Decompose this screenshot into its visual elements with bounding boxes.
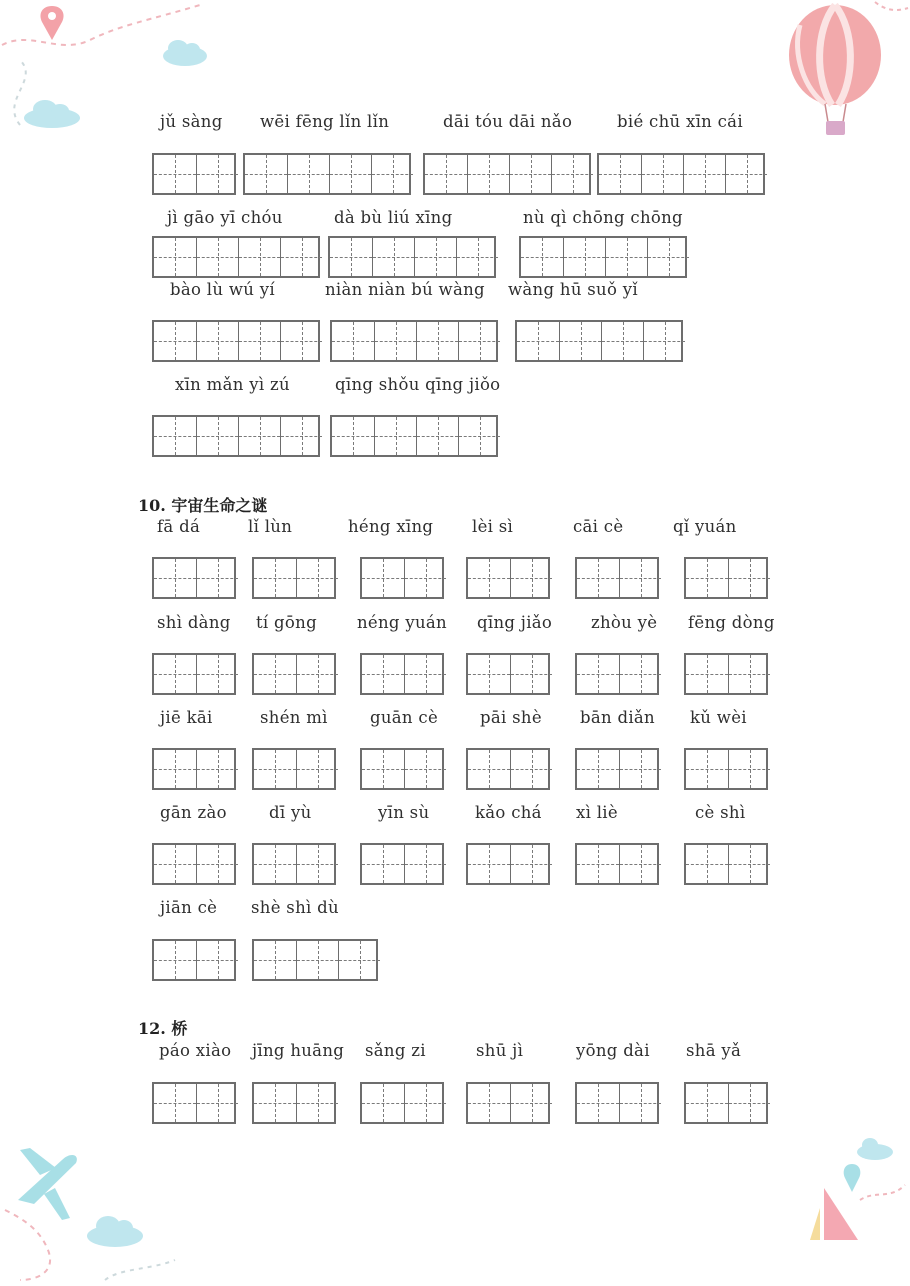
pinyin-label: xīn mǎn yì zú	[175, 375, 290, 394]
character-cell[interactable]	[154, 155, 196, 193]
writing-grid[interactable]	[360, 1082, 444, 1124]
character-cell[interactable]	[238, 322, 280, 360]
character-cell[interactable]	[510, 655, 552, 693]
sailboat-icon	[810, 1188, 858, 1240]
pinyin-label: fēng dòng	[688, 613, 775, 632]
cloud-icon	[857, 1138, 893, 1160]
character-cell[interactable]	[196, 845, 238, 883]
character-cell[interactable]	[332, 417, 374, 455]
character-cell[interactable]	[371, 155, 413, 193]
character-cell[interactable]	[404, 655, 446, 693]
character-cell[interactable]	[296, 1084, 338, 1122]
character-cell[interactable]	[196, 417, 238, 455]
writing-grid[interactable]	[466, 1082, 550, 1124]
character-cell[interactable]	[468, 845, 510, 883]
cloud-icon	[163, 40, 207, 66]
pinyin-label: cāi cè	[573, 517, 624, 536]
pinyin-label: lèi sì	[472, 517, 514, 536]
character-cell[interactable]	[728, 559, 770, 597]
character-cell[interactable]	[374, 322, 416, 360]
writing-grid[interactable]	[252, 653, 336, 695]
location-pin-icon	[40, 6, 63, 40]
character-cell[interactable]	[468, 559, 510, 597]
character-cell[interactable]	[577, 845, 619, 883]
writing-grid[interactable]	[243, 153, 411, 195]
character-cell[interactable]	[254, 941, 296, 979]
pinyin-label: shén mì	[260, 708, 328, 727]
pinyin-label: qǐ yuán	[673, 517, 737, 536]
pinyin-label: wàng hū suǒ yǐ	[508, 280, 638, 299]
character-cell[interactable]	[254, 750, 296, 788]
writing-grid[interactable]	[252, 843, 336, 885]
cloud-icon	[87, 1216, 143, 1247]
hot-air-balloon-icon	[780, 0, 910, 145]
character-cell[interactable]	[254, 845, 296, 883]
writing-grid[interactable]	[466, 843, 550, 885]
character-cell[interactable]	[619, 1084, 661, 1122]
writing-grid[interactable]	[152, 557, 236, 599]
pinyin-label: fā dá	[157, 517, 201, 536]
character-cell[interactable]	[196, 322, 238, 360]
character-cell[interactable]	[510, 559, 552, 597]
section-title: 10. 宇宙生命之谜	[138, 496, 268, 515]
bottom-right-decoration	[780, 1130, 910, 1286]
character-cell[interactable]	[196, 941, 238, 979]
pinyin-label: zhòu yè	[591, 613, 658, 632]
character-cell[interactable]	[559, 322, 601, 360]
pinyin-label: niàn niàn bú wàng	[325, 280, 485, 299]
character-cell[interactable]	[404, 750, 446, 788]
character-cell[interactable]	[521, 238, 563, 276]
pinyin-label: bān diǎn	[580, 708, 655, 727]
character-cell[interactable]	[196, 655, 238, 693]
pinyin-label: cè shì	[695, 803, 746, 822]
writing-grid[interactable]	[252, 939, 378, 981]
character-cell[interactable]	[551, 155, 593, 193]
character-cell[interactable]	[404, 845, 446, 883]
character-cell[interactable]	[154, 845, 196, 883]
character-cell[interactable]	[154, 1084, 196, 1122]
character-cell[interactable]	[686, 1084, 728, 1122]
writing-grid[interactable]	[360, 557, 444, 599]
character-cell[interactable]	[362, 1084, 404, 1122]
character-cell[interactable]	[510, 845, 552, 883]
character-cell[interactable]	[196, 750, 238, 788]
character-cell[interactable]	[510, 750, 552, 788]
character-cell[interactable]	[296, 750, 338, 788]
writing-grid[interactable]	[152, 748, 236, 790]
writing-grid[interactable]	[152, 415, 320, 457]
pinyin-label: shū jì	[476, 1041, 524, 1060]
character-cell[interactable]	[577, 750, 619, 788]
character-cell[interactable]	[338, 941, 380, 979]
writing-grid[interactable]	[252, 1082, 336, 1124]
character-cell[interactable]	[404, 559, 446, 597]
writing-grid[interactable]	[152, 1082, 236, 1124]
character-cell[interactable]	[686, 655, 728, 693]
character-cell[interactable]	[362, 845, 404, 883]
character-cell[interactable]	[728, 750, 770, 788]
pinyin-label: jiē kāi	[160, 708, 213, 727]
character-cell[interactable]	[728, 1084, 770, 1122]
writing-grid[interactable]	[575, 557, 659, 599]
writing-grid[interactable]	[597, 153, 765, 195]
pinyin-label: yōng dài	[576, 1041, 650, 1060]
writing-grid[interactable]	[252, 748, 336, 790]
writing-grid[interactable]	[152, 236, 320, 278]
pinyin-label: bié chū xīn cái	[617, 112, 743, 131]
pinyin-label: nù qì chōng chōng	[523, 208, 683, 227]
character-cell[interactable]	[517, 322, 559, 360]
character-cell[interactable]	[467, 155, 509, 193]
writing-grid[interactable]	[330, 320, 498, 362]
airplane-icon	[18, 1148, 77, 1220]
character-cell[interactable]	[254, 655, 296, 693]
character-cell[interactable]	[287, 155, 329, 193]
writing-grid[interactable]	[519, 236, 687, 278]
character-cell[interactable]	[196, 155, 238, 193]
character-cell[interactable]	[725, 155, 767, 193]
writing-grid[interactable]	[684, 843, 768, 885]
pinyin-label: pāi shè	[480, 708, 542, 727]
writing-grid[interactable]	[423, 153, 591, 195]
character-cell[interactable]	[154, 655, 196, 693]
writing-grid[interactable]	[252, 557, 336, 599]
character-cell[interactable]	[458, 322, 500, 360]
pinyin-label: dāi tóu dāi nǎo	[443, 112, 573, 131]
character-cell[interactable]	[686, 750, 728, 788]
character-cell[interactable]	[254, 559, 296, 597]
pinyin-label: qīng jiǎo	[477, 613, 553, 632]
pinyin-label: tí gōng	[256, 613, 317, 632]
character-cell[interactable]	[577, 1084, 619, 1122]
pinyin-label: jǔ sàng	[160, 112, 223, 131]
character-cell[interactable]	[599, 155, 641, 193]
writing-grid[interactable]	[684, 557, 768, 599]
character-cell[interactable]	[280, 322, 322, 360]
character-cell[interactable]	[458, 417, 500, 455]
character-cell[interactable]	[196, 1084, 238, 1122]
character-cell[interactable]	[280, 238, 322, 276]
character-cell[interactable]	[728, 655, 770, 693]
character-cell[interactable]	[238, 417, 280, 455]
writing-grid[interactable]	[152, 939, 236, 981]
pinyin-label: jì gāo yī chóu	[167, 208, 283, 227]
pinyin-label: néng yuán	[357, 613, 447, 632]
character-cell[interactable]	[683, 155, 725, 193]
character-cell[interactable]	[154, 417, 196, 455]
pinyin-label: shè shì dù	[251, 898, 339, 917]
character-cell[interactable]	[468, 1084, 510, 1122]
character-cell[interactable]	[414, 238, 456, 276]
pinyin-label: bào lù wú yí	[170, 280, 275, 299]
character-cell[interactable]	[254, 1084, 296, 1122]
writing-grid[interactable]	[466, 557, 550, 599]
cloud-icon	[24, 100, 80, 128]
character-cell[interactable]	[456, 238, 498, 276]
pinyin-label: kǔ wèi	[690, 708, 747, 727]
pinyin-label: jiān cè	[160, 898, 218, 917]
pinyin-label: sǎng zi	[365, 1041, 426, 1060]
character-cell[interactable]	[416, 417, 458, 455]
character-cell[interactable]	[238, 238, 280, 276]
character-cell[interactable]	[510, 1084, 552, 1122]
character-cell[interactable]	[728, 845, 770, 883]
character-cell[interactable]	[619, 655, 661, 693]
character-cell[interactable]	[330, 238, 372, 276]
character-cell[interactable]	[296, 655, 338, 693]
writing-grid[interactable]	[575, 748, 659, 790]
character-cell[interactable]	[154, 941, 196, 979]
pinyin-label: qīng shǒu qīng jiǒo	[335, 375, 501, 394]
character-cell[interactable]	[468, 750, 510, 788]
writing-grid[interactable]	[684, 653, 768, 695]
pinyin-label: héng xīng	[348, 517, 434, 536]
pinyin-label: jīng huāng	[252, 1041, 345, 1060]
pinyin-label: dī yù	[269, 803, 312, 822]
section-title: 12. 桥	[138, 1019, 188, 1038]
writing-grid[interactable]	[466, 748, 550, 790]
character-cell[interactable]	[577, 559, 619, 597]
pinyin-label: shì dàng	[157, 613, 231, 632]
pinyin-label: yīn sù	[378, 803, 430, 822]
character-cell[interactable]	[372, 238, 414, 276]
character-cell[interactable]	[296, 559, 338, 597]
writing-grid[interactable]	[360, 653, 444, 695]
writing-grid[interactable]	[152, 153, 236, 195]
character-cell[interactable]	[362, 559, 404, 597]
character-cell[interactable]	[332, 322, 374, 360]
writing-grid[interactable]	[360, 843, 444, 885]
writing-grid[interactable]	[684, 1082, 768, 1124]
character-cell[interactable]	[619, 559, 661, 597]
pinyin-label: lǐ lùn	[248, 517, 293, 536]
character-cell[interactable]	[601, 322, 643, 360]
character-cell[interactable]	[605, 238, 647, 276]
character-cell[interactable]	[643, 322, 685, 360]
character-cell[interactable]	[362, 750, 404, 788]
location-pin-icon	[844, 1164, 861, 1192]
character-cell[interactable]	[296, 845, 338, 883]
writing-grid[interactable]	[152, 843, 236, 885]
character-cell[interactable]	[468, 655, 510, 693]
writing-grid[interactable]	[684, 748, 768, 790]
character-cell[interactable]	[563, 238, 605, 276]
character-cell[interactable]	[245, 155, 287, 193]
pinyin-label: wēi fēng lǐn lǐn	[260, 112, 390, 131]
bottom-left-decoration	[0, 1130, 200, 1286]
character-cell[interactable]	[686, 845, 728, 883]
pinyin-label: páo xiào	[159, 1041, 232, 1060]
writing-grid[interactable]	[330, 415, 498, 457]
character-cell[interactable]	[154, 322, 196, 360]
character-cell[interactable]	[329, 155, 371, 193]
writing-grid[interactable]	[360, 748, 444, 790]
pinyin-label: shā yǎ	[686, 1041, 742, 1060]
character-cell[interactable]	[577, 655, 619, 693]
character-cell[interactable]	[619, 845, 661, 883]
character-cell[interactable]	[641, 155, 683, 193]
writing-grid[interactable]	[152, 653, 236, 695]
character-cell[interactable]	[374, 417, 416, 455]
pinyin-label: guān cè	[370, 708, 439, 727]
pinyin-label: dà bù liú xīng	[334, 208, 453, 227]
character-cell[interactable]	[362, 655, 404, 693]
writing-grid[interactable]	[575, 653, 659, 695]
character-cell[interactable]	[416, 322, 458, 360]
character-cell[interactable]	[196, 559, 238, 597]
character-cell[interactable]	[404, 1084, 446, 1122]
pinyin-label: gān zào	[160, 803, 227, 822]
writing-grid[interactable]	[575, 843, 659, 885]
writing-grid[interactable]	[575, 1082, 659, 1124]
character-cell[interactable]	[154, 559, 196, 597]
writing-grid[interactable]	[328, 236, 496, 278]
character-cell[interactable]	[196, 238, 238, 276]
character-cell[interactable]	[647, 238, 689, 276]
character-cell[interactable]	[425, 155, 467, 193]
writing-grid[interactable]	[466, 653, 550, 695]
character-cell[interactable]	[280, 417, 322, 455]
character-cell[interactable]	[154, 750, 196, 788]
pinyin-label: xì liè	[576, 803, 618, 822]
character-cell[interactable]	[686, 559, 728, 597]
character-cell[interactable]	[619, 750, 661, 788]
writing-grid[interactable]	[515, 320, 683, 362]
pinyin-label: kǎo chá	[475, 803, 542, 822]
character-cell[interactable]	[154, 238, 196, 276]
character-cell[interactable]	[509, 155, 551, 193]
writing-grid[interactable]	[152, 320, 320, 362]
character-cell[interactable]	[296, 941, 338, 979]
